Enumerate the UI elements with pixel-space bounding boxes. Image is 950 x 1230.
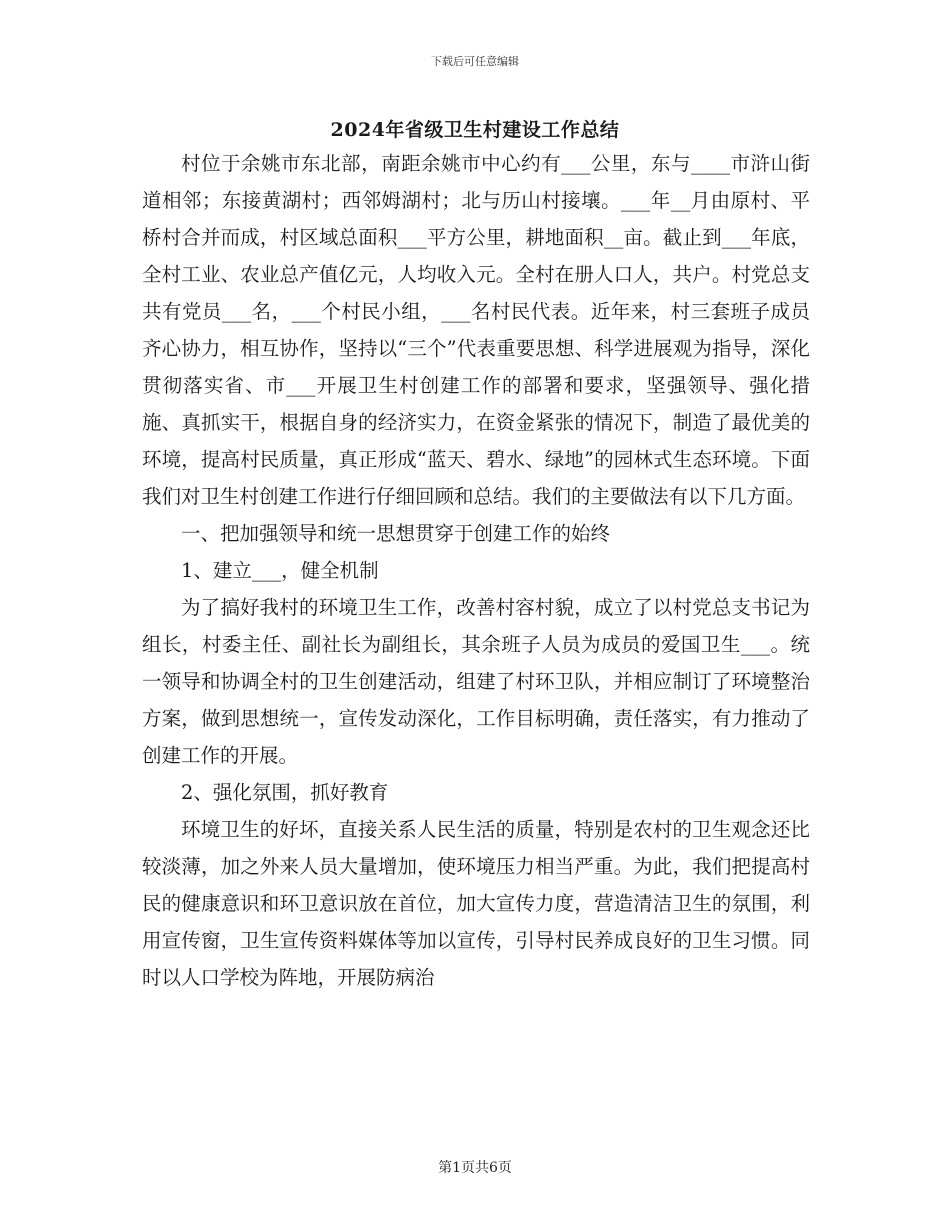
subsection-heading-1: 1、建立___，健全机制 (181, 559, 379, 582)
document-title: 2024年省级卫生村建设工作总结 (330, 119, 620, 141)
paragraph-education: 环境卫生的好坏，直接关系人民生活的质量，特别是农村的卫生观念还比较淡薄，加之外来人员大量增加，使环境压力相当严重。为此，我们把提高村民的健康意识和环卫意识放在首位，加大宣传力度，营造清洁卫生的氛围，利用宣传窗，卫生宣传资料媒体等加以宣传，引导村民养成良好的卫生习惯。同时以人口学校为阵地，开展防病治 (142, 818, 810, 989)
paragraph-leadership: 为了搞好我村的环境卫生工作，改善村容村貌，成立了以村党总支书记为组长，村委主任、副社长为副组长，其余班子人员为成员的爱国卫生___。统一领导和协调全村的卫生创建活动，组建了村环卫队，并相应制订了环境整治方案，做到思想统一，宣传发动深化，工作目标明确，责任落实，有力推动了创建工作的开展。 (142, 596, 810, 767)
document-body (142, 145, 810, 996)
subsection-heading-2: 2、强化氛围，抓好教育 (181, 781, 389, 804)
paragraph-intro: 村位于余姚市东北部，南距余姚市中心约有___公里，东与____市浒山街道相邻；东接黄湖村；西邻姆湖村；北与历山村接壤。___年__月由原村、平桥村合并而成，村区域总面积___平方公里，耕地面积__亩。截止到___年底，全村工业、农业总产值亿元，人均收入元。全村在册人口人，共户。村党总支共有党员___名，___个村民小组，___名村民代表。近年来，村三套班子成员齐心协力，相互协作，坚持以“三个”代表重要思想、科学进展观为指导，深化贯彻落实省、市___开展卫生村创建工作的部署和要求，坚强领导、强化措施、真抓实干，根据自身的经济实力，在资金紧张的情况下，制造了最优美的环境，提高村民质量，真正形成“蓝天、碧水、绿地”的园林式生态环境。下面我们对卫生村创建工作进行仔细回顾和总结。我们的主要做法有以下几方面。 (142, 152, 810, 508)
page-number: 第1页共6页 (438, 1160, 512, 1176)
section-heading-1: 一、把加强领导和统一思想贯穿于创建工作的始终 (181, 522, 611, 545)
header-note: 下载后可任意编辑 (431, 55, 519, 68)
